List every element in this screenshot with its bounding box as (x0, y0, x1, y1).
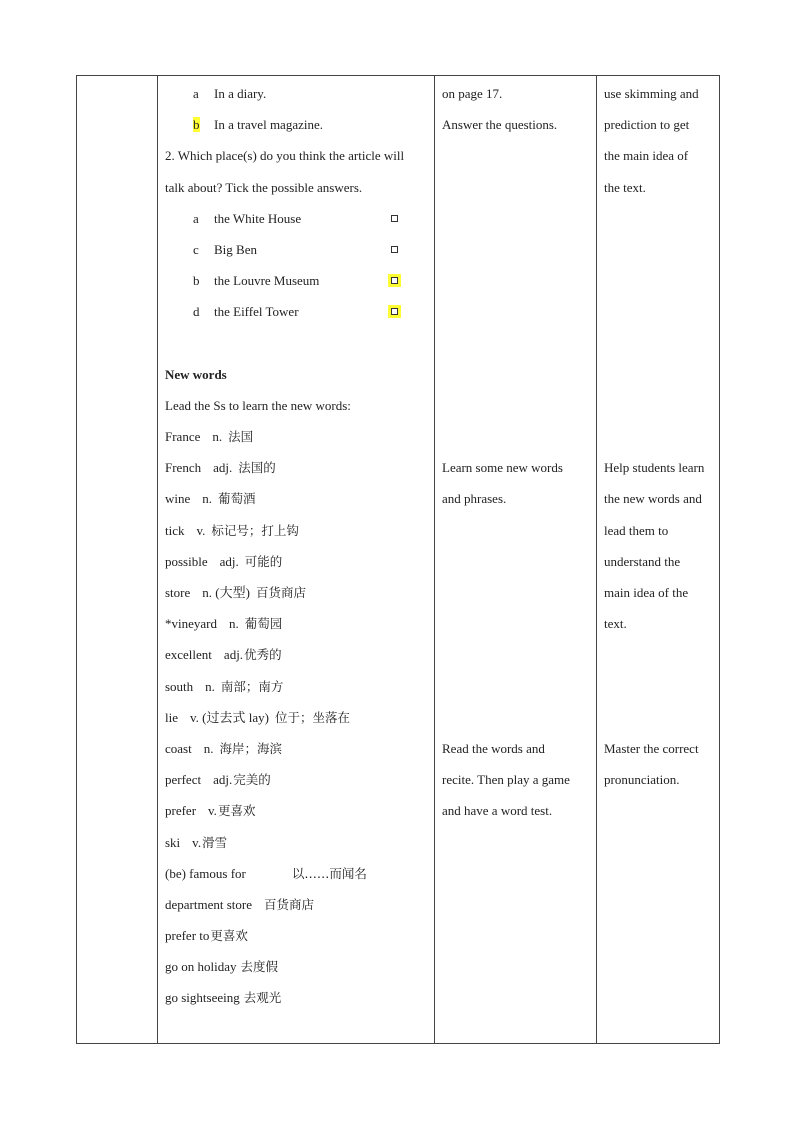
word-zh: 更喜欢 (217, 803, 256, 819)
word-zh: 标记号；打上钩 (211, 522, 299, 538)
word-pos: adj. (223, 647, 244, 663)
purpose-text-line: Master the correct (604, 740, 699, 756)
word-en: ski (165, 834, 181, 850)
word-zh: 百货商店 (255, 585, 306, 600)
word-en: store (165, 585, 191, 600)
word-zh: 海岸；海滨 (219, 740, 282, 756)
word-entry (165, 827, 430, 858)
word-entry (165, 795, 430, 826)
word-en: south (165, 678, 194, 694)
word-zh: 葡萄园 (244, 616, 283, 632)
word-en: French (165, 460, 202, 476)
phrase-en: go on holiday (165, 959, 237, 975)
word-en: tick (165, 522, 185, 538)
word-zh: 法国的 (238, 460, 276, 476)
question-2-line-1: 2. Which place(s) do you think the article will (165, 148, 405, 164)
new-words-heading: New words (165, 366, 227, 382)
student-text-line: recite. Then play a game (442, 772, 570, 788)
option-line (165, 78, 430, 109)
word-pos: n. (202, 491, 213, 507)
lead-text: Lead the Ss to learn the new words: (165, 397, 351, 413)
phrase-entry (165, 951, 430, 982)
word-en: wine (165, 491, 191, 507)
word-entry (165, 452, 430, 483)
word-entry (165, 546, 430, 577)
word-pos: v. (192, 834, 202, 850)
phrase-entry (165, 889, 430, 920)
phrase-zh: 以……而闻名 (291, 865, 367, 881)
place-option (165, 265, 430, 296)
phrase-entry (165, 982, 430, 1013)
word-entry (165, 421, 430, 452)
word-pos: n. (203, 740, 214, 756)
checkbox-checked-icon[interactable] (391, 308, 398, 315)
purpose-text-line: Help students learn (604, 460, 705, 476)
word-pos: v. (过去式 lay) (190, 709, 269, 725)
word-zh: 南部；南方 (220, 678, 284, 694)
word-entry (165, 671, 430, 702)
student-text-line: Learn some new words (442, 460, 563, 476)
word-pos: adj. (219, 553, 239, 569)
word-entry (165, 764, 430, 795)
purpose-text-line: lead them to (604, 522, 669, 538)
student-text-line: and phrases. (442, 491, 507, 507)
word-entry (165, 639, 430, 670)
word-entry (165, 702, 430, 733)
word-zh: 法国 (228, 429, 254, 445)
word-entry (165, 515, 430, 546)
word-pos: n. (大型) (202, 585, 250, 600)
word-zh: 位于；坐落在 (274, 709, 350, 725)
phrase-en: department store (165, 896, 252, 912)
option-text: the Louvre Museum (214, 273, 320, 289)
purpose-text-line: the new words and (604, 491, 702, 507)
word-pos: n. (205, 678, 215, 694)
purpose-text-line: the main idea of (604, 148, 689, 164)
place-option (165, 296, 430, 327)
word-pos: v. (208, 803, 217, 819)
word-en: *vineyard (165, 616, 217, 632)
phrase-entry (165, 920, 430, 951)
word-entry (165, 733, 430, 764)
word-en: prefer (165, 803, 197, 819)
place-option (165, 234, 430, 265)
checkbox-checked-icon[interactable] (391, 277, 398, 284)
phrase-en: go sightseeing (165, 990, 240, 1006)
student-text-line: and have a word test. (442, 803, 553, 819)
purpose-text-line: main idea of the (604, 585, 689, 600)
option-letter-highlighted: b (193, 117, 200, 133)
word-pos: adj. (213, 460, 233, 476)
word-en: perfect (165, 772, 202, 788)
student-activity-cell (435, 76, 597, 1044)
phrase-zh: 去度假 (240, 959, 279, 975)
checkbox-icon[interactable] (391, 246, 398, 253)
student-text-line: Answer the questions. (442, 117, 558, 133)
word-entry (165, 483, 430, 514)
phrase-zh: 百货商店 (264, 896, 315, 912)
option-text: Big Ben (214, 241, 257, 257)
word-zh: 可能的 (244, 553, 283, 569)
teacher-activity-cell (158, 76, 435, 1044)
phrase-en: prefer to (165, 928, 210, 944)
student-text-line: on page 17. (442, 86, 503, 101)
word-en: lie (165, 709, 178, 725)
purpose-text-line: pronunciation. (604, 772, 680, 788)
phrase-zh: 去观光 (243, 990, 282, 1006)
purpose-text-line: the text. (604, 179, 646, 195)
checkbox-icon[interactable] (391, 215, 398, 222)
option-letter: c (193, 241, 199, 257)
student-text-line: Read the words and (442, 740, 545, 756)
word-en: coast (165, 740, 192, 756)
word-en: France (165, 429, 201, 445)
phrase-entry (165, 858, 430, 889)
purpose-cell (597, 76, 720, 1044)
word-zh: 优秀的 (244, 647, 282, 663)
question-2-line-2: talk about? Tick the possible answers. (165, 179, 363, 195)
step-column-cell (77, 76, 158, 1044)
word-zh: 完美的 (233, 772, 271, 788)
option-letter: a (193, 210, 199, 226)
purpose-text-line: prediction to get (604, 117, 690, 133)
option-letter: d (193, 304, 200, 320)
word-pos: n. (228, 616, 239, 632)
option-text: In a diary. (214, 86, 267, 101)
place-option (165, 203, 430, 234)
option-line (165, 109, 430, 140)
option-text: the White House (214, 210, 302, 226)
purpose-text-line: use skimming and (604, 86, 699, 101)
phrase-zh: 更喜欢 (210, 928, 248, 944)
option-text: In a travel magazine. (214, 117, 323, 133)
option-letter: b (193, 273, 200, 289)
word-entry (165, 577, 430, 608)
word-entry (165, 608, 430, 639)
word-zh: 滑雪 (202, 834, 228, 850)
word-en: possible (165, 553, 208, 569)
option-text: the Eiffel Tower (214, 304, 299, 320)
word-en: excellent (165, 647, 212, 663)
purpose-text-line: text. (604, 616, 627, 632)
lesson-plan-table (76, 75, 720, 1044)
word-pos: n. (212, 429, 223, 445)
phrase-en: (be) famous for (165, 865, 246, 881)
option-letter: a (193, 86, 199, 101)
word-zh: 葡萄酒 (218, 491, 256, 507)
word-pos: adj. (213, 772, 233, 788)
word-pos: v. (196, 522, 206, 538)
table-row (77, 76, 720, 1044)
purpose-text-line: understand the (604, 553, 681, 569)
